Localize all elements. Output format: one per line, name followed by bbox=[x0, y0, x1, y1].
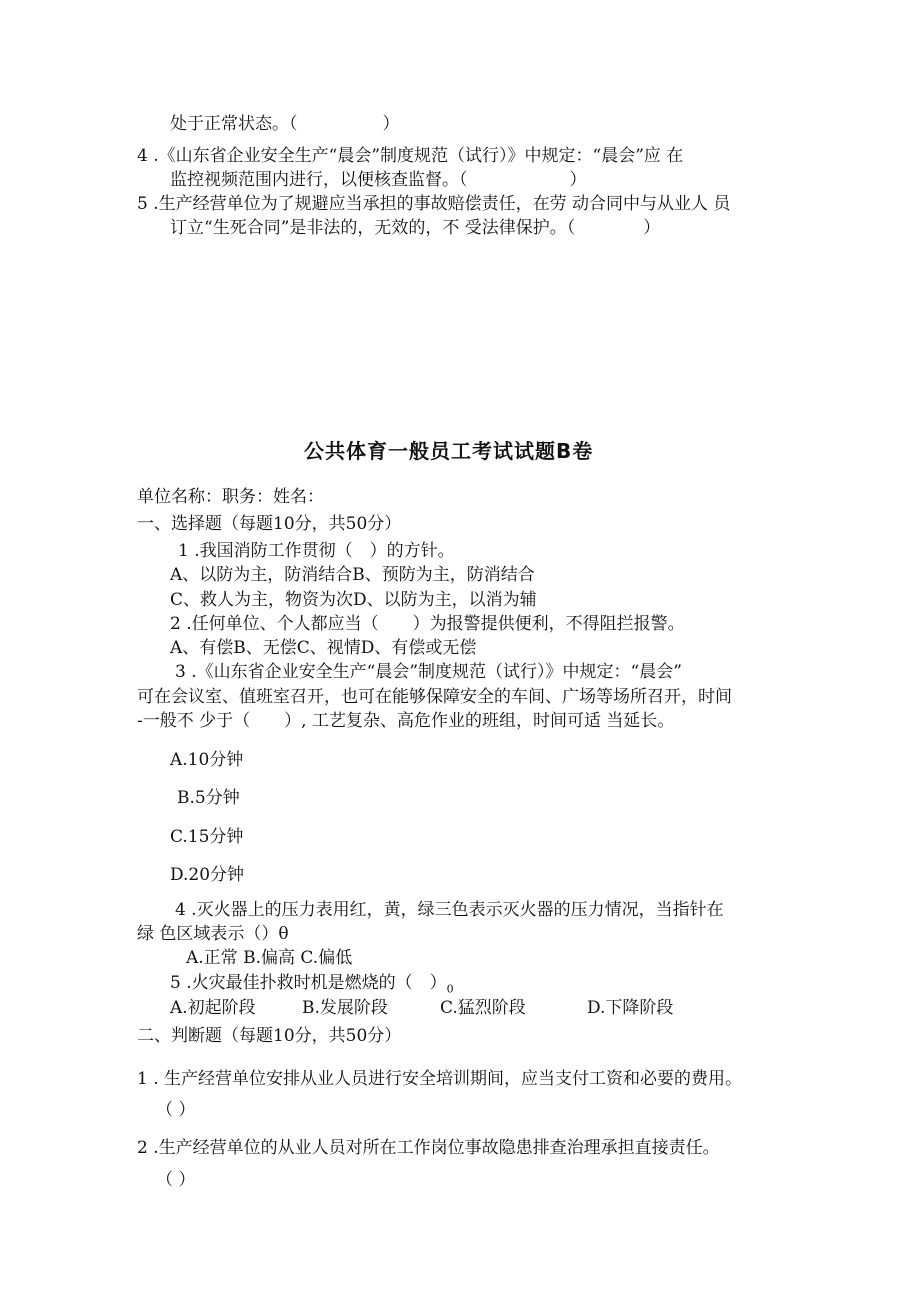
s1-q4-options: A.正常 B.偏高 C.偏低 bbox=[186, 948, 353, 968]
section1-heading: 一、选择题（每题10分，共50分） bbox=[137, 514, 402, 534]
s1-q3-option-a: A.10分钟 bbox=[170, 750, 244, 770]
s1-q2-stem: 2 .任何单位、个人都应当（ ）为报警提供便利，不得阻拦报警。 bbox=[170, 614, 685, 634]
s1-q3-line3: -一般不 少于（ ）, 工艺复杂、高危作业的班组，时间可适 当延长。 bbox=[137, 711, 675, 731]
s1-q3-option-d: D.20分钟 bbox=[170, 865, 245, 885]
s1-q4-line1: 4 .灭火器上的压力表用红，黄，绿三色表示灭火器的压力情况，当指针在 bbox=[175, 900, 724, 920]
s2-q2-blank: （ ） bbox=[156, 1170, 196, 1190]
s1-q3-line1: 3 .《山东省企业安全生产“晨会”制度规范（试行）》中规定：“晨会” bbox=[175, 662, 682, 682]
s2-q2-stem: 2 .生产经营单位的从业人员对所在工作岗位事故隐患排查治理承担直接责任。 bbox=[137, 1138, 720, 1158]
prev-q4-line2: 监控视频范围内进行，以便核查监督。（ ） bbox=[170, 170, 587, 190]
s1-q5-stem-end: 0 bbox=[446, 982, 454, 996]
s1-q5-option-d: D.下降阶段 bbox=[587, 998, 674, 1018]
section2-heading: 二、判断题（每题10分，共50分） bbox=[137, 1026, 402, 1046]
s1-q1-options-cd: C、救人为主，物资为次D、以防为主，以消为辅 bbox=[170, 590, 537, 610]
s1-q3-line2: 可在会议室、值班室召开，也可在能够保障安全的车间、广场等场所召开，时间 bbox=[137, 687, 732, 707]
s1-q5-option-c: C.猛烈阶段 bbox=[440, 998, 526, 1018]
exam-title: 公共体育一般员工考试试题B卷 bbox=[304, 439, 594, 463]
s1-q3-option-b: B.5分钟 bbox=[177, 788, 240, 808]
s1-q3-option-c: C.15分钟 bbox=[170, 827, 244, 847]
info-line: 单位名称：职务：姓名： bbox=[137, 487, 324, 507]
s1-q5-stem-text: 5 .火灾最佳扑救时机是燃烧的（ ） bbox=[170, 973, 447, 993]
prev-q4-line1: 4 .《山东省企业安全生产“晨会”制度规范（试行）》中规定：“晨会”应 在 bbox=[137, 146, 684, 166]
s1-q1-stem: 1 .我国消防工作贯彻（ ）的方针。 bbox=[178, 541, 455, 561]
s2-q1-blank: （ ） bbox=[156, 1100, 196, 1120]
s1-q5-option-b: B.发展阶段 bbox=[302, 998, 388, 1018]
s2-q1-stem: 1 . 生产经营单位安排从业人员进行安全培训期间，应当支付工资和必要的费用。 bbox=[137, 1069, 743, 1089]
prev-q3-tail: 处于正常状态。（ ） bbox=[170, 114, 400, 134]
s1-q4-line2: 绿 色区域表示（）θ bbox=[137, 924, 289, 944]
prev-q5-line2: 订立“生死合同”是非法的，无效的，不 受法律保护。（ ） bbox=[170, 218, 661, 238]
s1-q5-option-a: A.初起阶段 bbox=[170, 998, 256, 1018]
prev-q5-line1: 5 .生产经营单位为了规避应当承担的事故赔偿责任，在劳 动合同中与从业人 员 bbox=[137, 194, 731, 214]
s1-q1-options-ab: A、以防为主，防消结合B、预防为主，防消结合 bbox=[170, 565, 535, 585]
s1-q2-options: A、有偿B、无偿C、视情D、有偿或无偿 bbox=[170, 638, 477, 658]
